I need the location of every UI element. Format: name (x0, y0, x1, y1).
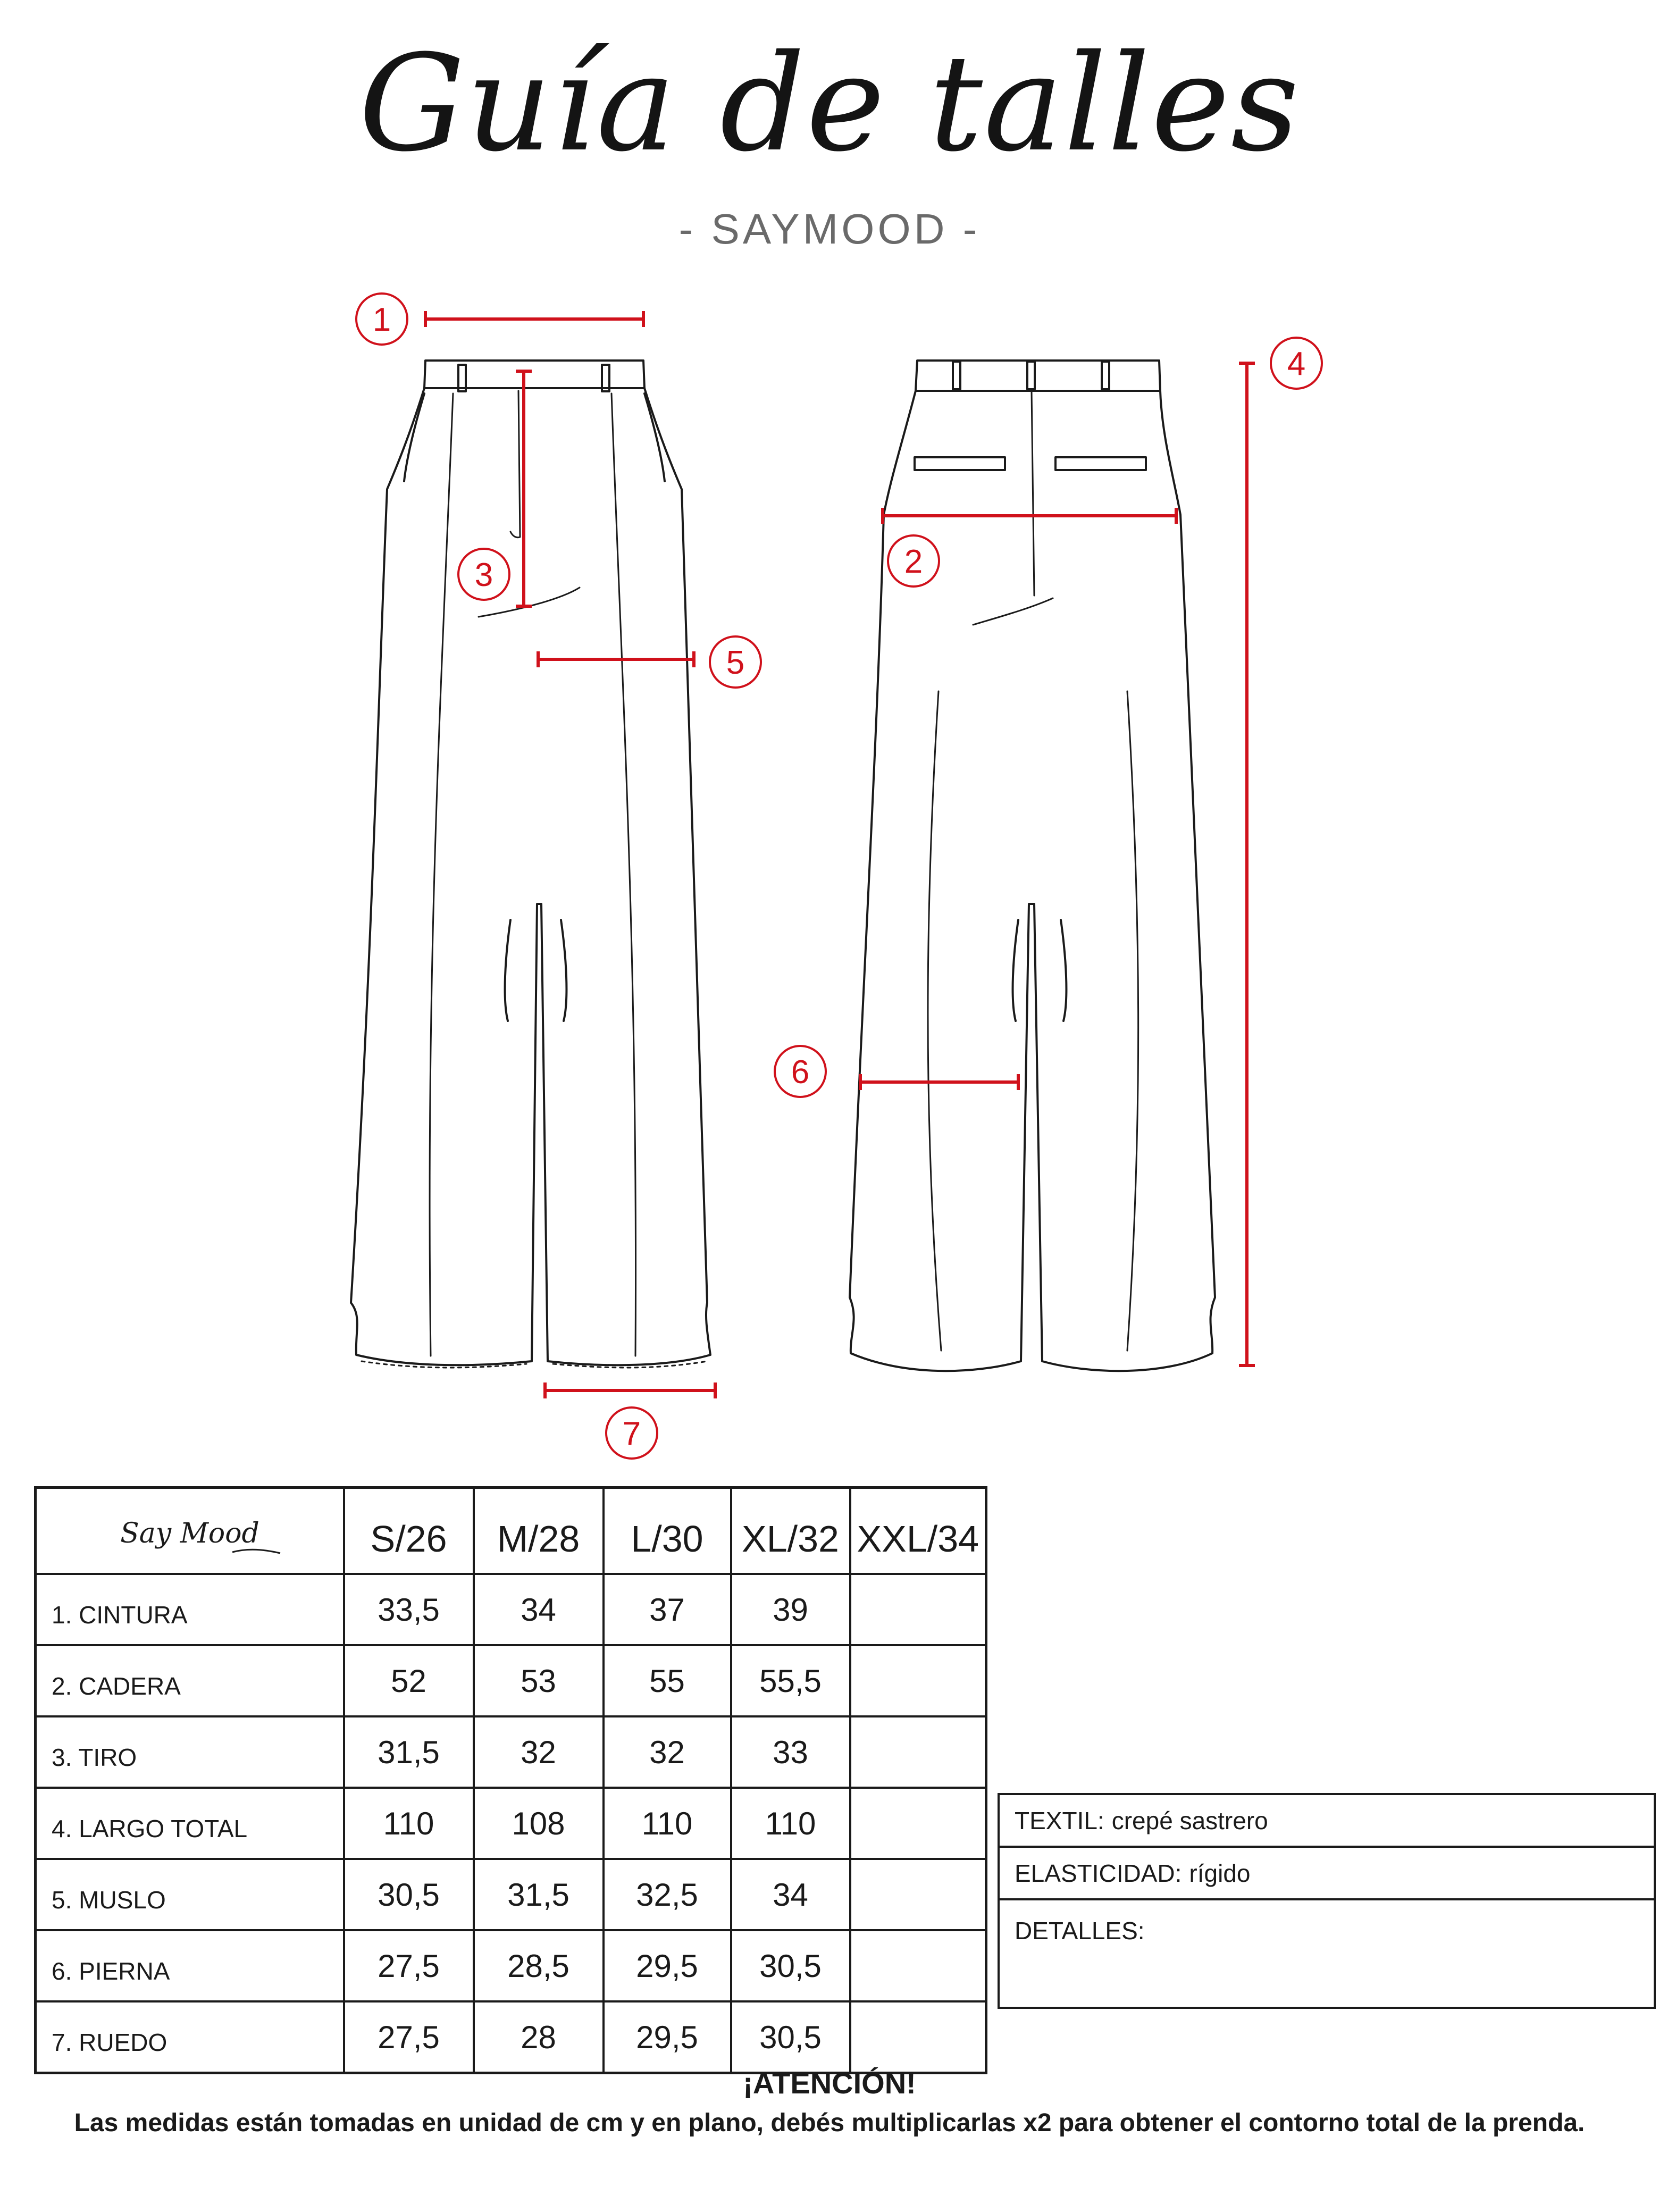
measure-value: 31,5 (344, 1716, 474, 1788)
elasticidad-value: rígido (1189, 1859, 1251, 1887)
measure-value: 27,5 (344, 2001, 474, 2073)
page-title: Guía de talles (358, 26, 1301, 181)
marker-7-label: 7 (622, 1415, 641, 1452)
front-view (351, 361, 710, 1368)
measure-line-1 (425, 311, 643, 327)
measure-value: 110 (731, 1788, 850, 1859)
size-col-header: M/28 (474, 1488, 604, 1574)
size-col-header: XXL/34 (850, 1488, 986, 1574)
measure-value: 28 (474, 2001, 604, 2073)
measure-value: 55,5 (731, 1645, 850, 1716)
measure-label: 7. RUEDO (36, 2001, 344, 2073)
measure-line-4 (1239, 363, 1255, 1365)
measure-value: 52 (344, 1645, 474, 1716)
measure-value: 110 (344, 1788, 474, 1859)
measure-value (850, 1930, 986, 2001)
table-row (36, 2001, 986, 2073)
measure-label: 4. LARGO TOTAL (36, 1788, 344, 1859)
marker-5-label: 5 (726, 644, 745, 681)
measure-value: 31,5 (474, 1859, 604, 1930)
measure-value: 28,5 (474, 1930, 604, 2001)
textil-label: TEXTIL: (1015, 1806, 1104, 1834)
notice-title: ¡ATENCIÓN! (743, 2066, 916, 2100)
measure-value: 53 (474, 1645, 604, 1716)
measure-value: 29,5 (604, 1930, 731, 2001)
marker-6-label: 6 (791, 1054, 810, 1091)
measure-line-5 (538, 651, 694, 667)
table-row (36, 1574, 986, 1645)
measure-value: 37 (604, 1574, 731, 1645)
measure-line-2 (883, 508, 1176, 524)
measure-value: 33,5 (344, 1574, 474, 1645)
marker-3-label: 3 (474, 557, 493, 593)
measure-value: 30,5 (344, 1859, 474, 1930)
marker-1-label: 1 (372, 301, 391, 338)
measure-line-6 (860, 1074, 1018, 1090)
table-row (36, 1930, 986, 2001)
measure-value (850, 1716, 986, 1788)
detalles-label: DETALLES: (1015, 1917, 1145, 1945)
brand-logo (83, 1515, 296, 1563)
measure-value: 33 (731, 1716, 850, 1788)
measure-value: 110 (604, 1788, 731, 1859)
belt-loop (1102, 362, 1109, 389)
size-table (34, 1486, 987, 2074)
measure-label: 1. CINTURA (36, 1574, 344, 1645)
measure-value: 34 (731, 1859, 850, 1930)
brand-logo-text: Say Mood (120, 1518, 259, 1549)
notice-text: Las medidas están tomadas en unidad de cm y en plano, debés multiplicarlas x2 para obtener el contorno total de la prenda. (74, 2109, 1585, 2137)
elasticidad-label: ELASTICIDAD: (1015, 1859, 1182, 1887)
detalles-row (1000, 1900, 1654, 2007)
table-row (36, 1788, 986, 1859)
table-row (36, 1859, 986, 1930)
fabric-details-box (998, 1793, 1656, 2009)
measure-label: 2. CADERA (36, 1645, 344, 1716)
measure-value (850, 2001, 986, 2073)
back-pocket (915, 457, 1005, 470)
textil-value: crepé sastrero (1111, 1806, 1268, 1834)
belt-loop (1027, 362, 1035, 389)
size-header-row (36, 1488, 986, 1574)
measure-value: 34 (474, 1574, 604, 1645)
measure-value: 27,5 (344, 1930, 474, 2001)
size-col-header: L/30 (604, 1488, 731, 1574)
size-col-header: S/26 (344, 1488, 474, 1574)
back-view (850, 361, 1215, 1371)
measure-line-7 (545, 1382, 715, 1398)
measure-value: 29,5 (604, 2001, 731, 2073)
elasticidad-row (1000, 1848, 1654, 1900)
measure-label: 3. TIRO (36, 1716, 344, 1788)
measure-value (850, 1574, 986, 1645)
size-col-header: XL/32 (731, 1488, 850, 1574)
measure-value: 32 (474, 1716, 604, 1788)
measure-value (850, 1645, 986, 1716)
front-outline (351, 388, 710, 1365)
marker-2-label: 2 (904, 543, 923, 580)
table-row (36, 1716, 986, 1788)
measure-value: 39 (731, 1574, 850, 1645)
textil-row (1000, 1795, 1654, 1848)
belt-loop (953, 362, 960, 389)
table-row (36, 1645, 986, 1716)
brand-subtitle: - SAYMOOD - (678, 205, 981, 253)
back-pocket (1055, 457, 1146, 470)
measure-value: 30,5 (731, 1930, 850, 2001)
measure-label: 6. PIERNA (36, 1930, 344, 2001)
measure-value: 32,5 (604, 1859, 731, 1930)
measure-value: 30,5 (731, 2001, 850, 2073)
measure-value (850, 1788, 986, 1859)
measure-value: 55 (604, 1645, 731, 1716)
measure-label: 5. MUSLO (36, 1859, 344, 1930)
marker-4-label: 4 (1287, 346, 1306, 382)
measure-value (850, 1859, 986, 1930)
brand-logo-cell (36, 1488, 344, 1574)
measure-value: 108 (474, 1788, 604, 1859)
measure-value: 32 (604, 1716, 731, 1788)
